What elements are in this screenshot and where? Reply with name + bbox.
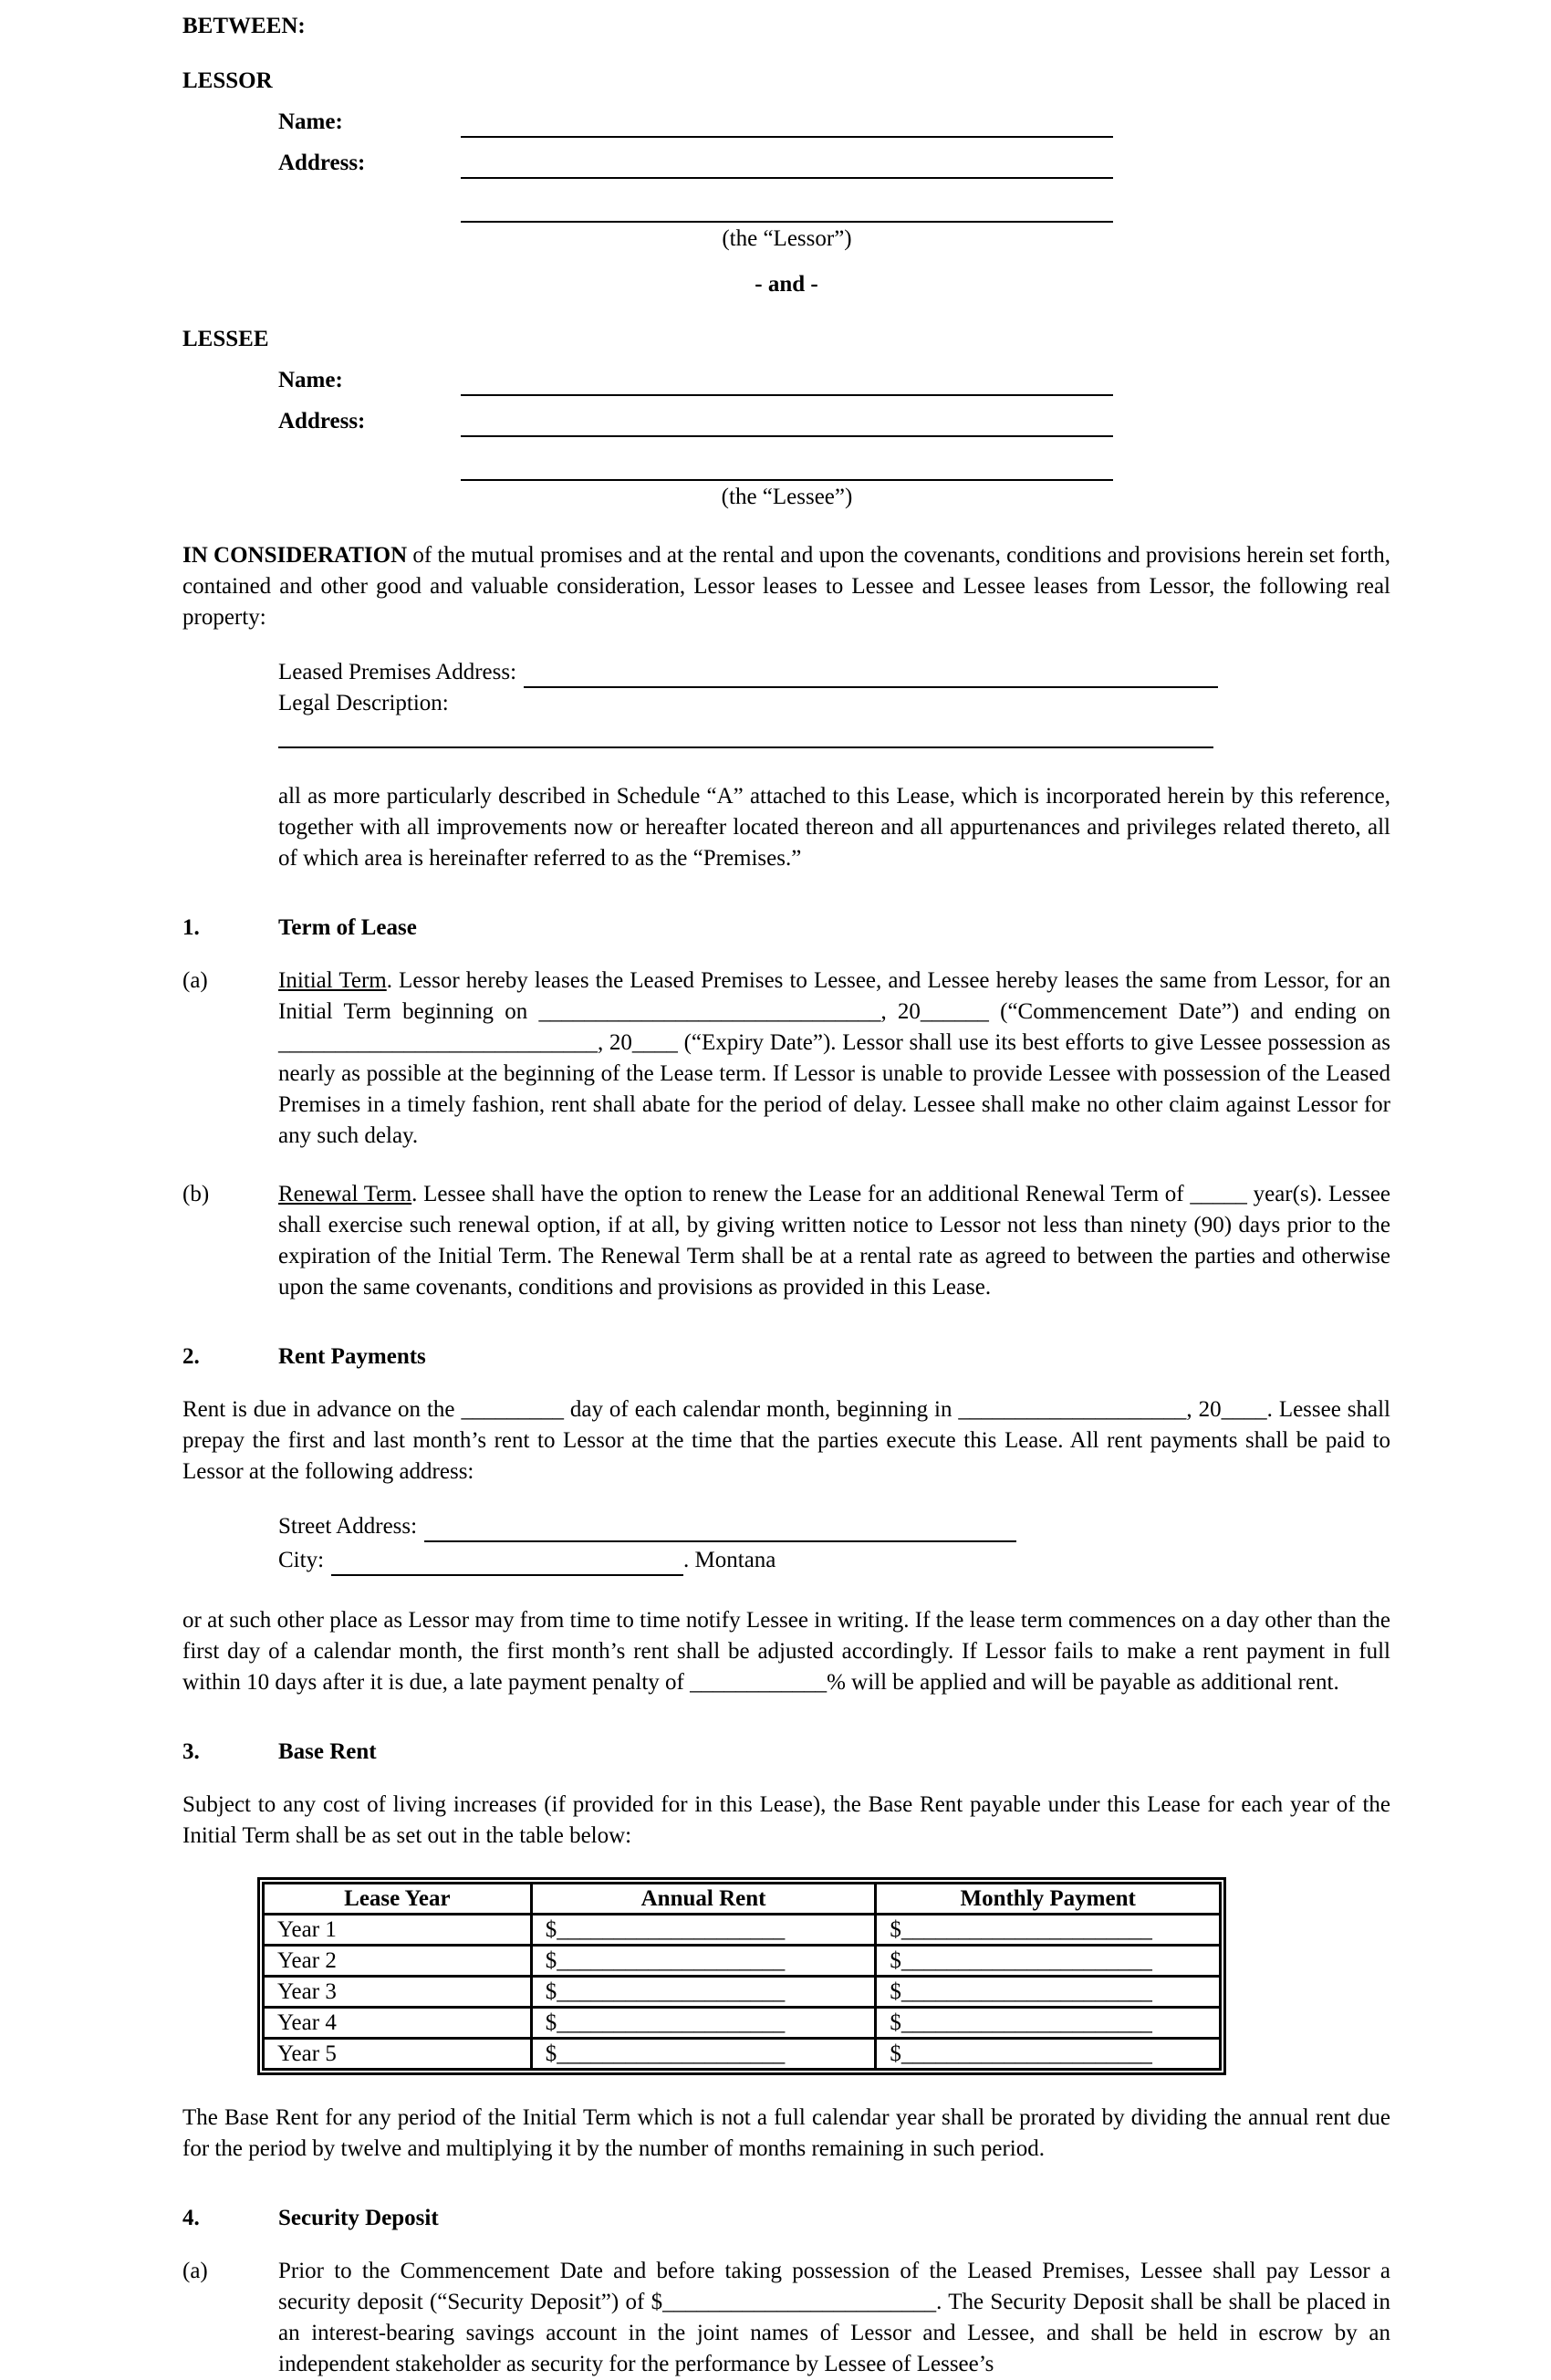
year-cell: Year 3 [264, 1977, 532, 2008]
premises-block [278, 657, 1390, 874]
monthly-payment-cell: $______________________ [876, 2008, 1221, 2039]
clause-1b-label: (b) [182, 1182, 210, 1206]
base-rent-table [257, 1877, 1226, 2075]
year-cell: Year 1 [264, 1915, 532, 1946]
section-2-title: Rent Payments [278, 1344, 426, 1369]
base-rent-table-header-row [264, 1884, 1221, 1915]
lessee-name-row [278, 365, 1113, 396]
leased-premises-address-row [278, 657, 1218, 688]
lessee-heading: LESSEE [182, 327, 269, 351]
lessor-designation: (the “Lessor”) [722, 226, 852, 251]
rent-intro-paragraph: Rent is due in advance on the _________ day of each calendar month, beginning in ____________________, 20____. Lessee shall prepay the first and last month’s rent to Lessor at the time that the parties execute this Lease. All rent payments shall be paid to Lessor at the following address: [182, 1397, 1390, 1484]
state-suffix: . Montana [683, 1548, 776, 1572]
table-header-annual-rent: Annual Rent [531, 1884, 876, 1915]
lessee-address-label: Address: [278, 409, 366, 433]
section-2-heading [182, 1341, 1390, 1373]
clause-4a [182, 2256, 1390, 2380]
annual-rent-cell: $____________________ [531, 2008, 876, 2039]
year-cell: Year 4 [264, 2008, 532, 2039]
leased-premises-address-fill-line [524, 661, 1218, 688]
section-1-number: 1. [182, 915, 200, 940]
section-4-number: 4. [182, 2206, 200, 2230]
year-cell: Year 5 [264, 2039, 532, 2070]
table-row-year-3 [264, 1977, 1221, 2008]
clause-4a-paragraph: Prior to the Commencement Date and before taking possession of the Leased Premises, Lessee shall pay Lessor a security deposit (“Security Deposit”) of $________________________. The Security Deposit shall be shall be placed in an interest-bearing savings account in the joint names of Lessor and Lessee, and shall be held in escrow by an independent stakeholder as security for the performance by Lessee of Lessee’s [278, 2259, 1390, 2376]
monthly-payment-cell: $______________________ [876, 1977, 1221, 2008]
lessor-address-fill-line-2 [461, 195, 1113, 223]
table-row-year-2 [264, 1946, 1221, 1977]
consideration-paragraph [182, 540, 1390, 633]
table-row-year-4 [264, 2008, 1221, 2039]
table-header-lease-year: Lease Year [264, 1884, 532, 1915]
lessor-address-fill-line [461, 151, 1113, 179]
clause-1a-lead: Initial Term [278, 968, 387, 993]
section-1-title: Term of Lease [278, 915, 417, 940]
clause-1a [182, 966, 1390, 1152]
year-cell: Year 2 [264, 1946, 532, 1977]
lessee-address-fill-line-2 [461, 454, 1113, 481]
base-rent-intro-paragraph: Subject to any cost of living increases (if provided for in this Lease), the Base Rent payable under this Lease for each year of the Initial Term shall be as set out in the table below: [182, 1792, 1390, 1848]
lessee-address-fill-line [461, 410, 1113, 437]
and-separator: - and - [755, 272, 818, 297]
section-3-number: 3. [182, 1739, 200, 1764]
section-4-heading [182, 2203, 1390, 2234]
clause-1b-text: . Lessee shall have the option to renew the Lease for an additional Renewal Term of _____ year(s). Lessee shall exercise such renewal option, if at all, by giving written notice to Lessor not less than ninety (90) days prior to the expiration of the Initial Term. The Renewal Term shall be at a rental rate as agreed to between the parties and otherwise upon the same covenants, conditions and provisions as provided in this Lease. [278, 1182, 1391, 1300]
section-1-heading [182, 913, 1390, 944]
legal-description-fill-line [278, 719, 1213, 748]
section-2-number: 2. [182, 1344, 200, 1369]
monthly-payment-cell: $______________________ [876, 1946, 1221, 1977]
table-header-monthly-payment: Monthly Payment [876, 1884, 1221, 1915]
consideration-text: of the mutual promises and at the rental and upon the covenants, conditions and provisions herein set forth, contained and other good and valuable consideration, Lessor leases to Lessee and Lessee leases from Lessor, the following real property: [182, 543, 1390, 630]
monthly-payment-cell: $______________________ [876, 1915, 1221, 1946]
lessor-name-row [278, 107, 1113, 138]
clause-4a-label: (a) [182, 2259, 208, 2283]
section-4-title: Security Deposit [278, 2206, 439, 2230]
lessor-address-row-2 [278, 195, 1113, 223]
street-address-row [278, 1511, 1016, 1542]
lessee-designation: (the “Lessee”) [721, 485, 853, 509]
city-label: City: [278, 1548, 325, 1572]
annual-rent-cell: $____________________ [531, 1915, 876, 1946]
clause-1a-text: . Lessor hereby leases the Leased Premises to Lessee, and Lessee hereby leases the same from Lessor, for an Initial Term beginning on ______________________________, 20______ (“Commencement Date”) and ending on ____________________________, 20____ (“Expiry Date”). Lessor shall use its best efforts to give Lessee possession as nearly as possible at the beginning of the Lease term. If Lessor is unable to provide Lessee with possession of the Leased Premises in a timely fashion, rent shall abate for the period of delay. Lessee shall make no other claim against Lessor for any such delay. [278, 968, 1390, 1148]
annual-rent-cell: $____________________ [531, 1977, 876, 2008]
consideration-lead: IN CONSIDERATION [182, 543, 408, 568]
clause-1b-lead: Renewal Term [278, 1182, 412, 1206]
rent-outro-paragraph: or at such other place as Lessor may from time to time notify Lessee in writing. If the lease term commences on a day other than the first day of a calendar month, the first month’s rent shall be adjusted accordingly. If Lessor fails to make a rent payment in full within 10 days after it is due, a late payment penalty of ____________% will be applied and will be payable as additional rent. [182, 1608, 1390, 1695]
lessor-name-label: Name: [278, 110, 343, 134]
clause-1b [182, 1179, 1390, 1303]
lessor-address-label: Address: [278, 151, 366, 175]
base-rent-outro-paragraph: The Base Rent for any period of the Initial Term which is not a full calendar year shall be prorated by dividing the annual rent due for the period by twelve and multiplying it by the number of months remaining in such period. [182, 2105, 1390, 2161]
section-3-heading [182, 1737, 1390, 1768]
lessee-name-fill-line [461, 369, 1113, 396]
clause-1a-label: (a) [182, 968, 208, 993]
annual-rent-cell: $____________________ [531, 2039, 876, 2070]
city-fill-line [331, 1549, 683, 1576]
premises-description: all as more particularly described in Schedule “A” attached to this Lease, which is incorporated herein by this reference, together with all improvements now or hereafter located thereon and all appurtenances and privileges related thereto, all of which area is hereinafter referred to as the “Premises.” [278, 784, 1390, 871]
lessor-address-row [278, 148, 1113, 179]
monthly-payment-cell: $______________________ [876, 2039, 1221, 2070]
lessee-address-row [278, 406, 1113, 437]
lessee-block [182, 324, 1390, 513]
street-address-fill-line [424, 1515, 1016, 1542]
section-3-title: Base Rent [278, 1739, 377, 1764]
clause-1a-paragraph [278, 966, 1390, 1152]
table-row-year-1 [264, 1915, 1221, 1946]
lessor-heading: LESSOR [182, 68, 273, 93]
annual-rent-cell: $____________________ [531, 1946, 876, 1977]
lessor-name-fill-line [461, 110, 1113, 138]
lessee-name-label: Name: [278, 368, 343, 392]
city-row [278, 1545, 1390, 1576]
clause-1b-paragraph [278, 1179, 1390, 1303]
table-row-year-5 [264, 2039, 1221, 2070]
street-address-label: Street Address: [278, 1514, 418, 1539]
legal-description-label: Legal Description: [278, 691, 449, 715]
between-label: BETWEEN: [182, 14, 306, 38]
lessor-block [182, 66, 1390, 255]
leased-premises-address-label: Leased Premises Address: [278, 660, 517, 684]
lessee-address-row-2 [278, 454, 1113, 481]
